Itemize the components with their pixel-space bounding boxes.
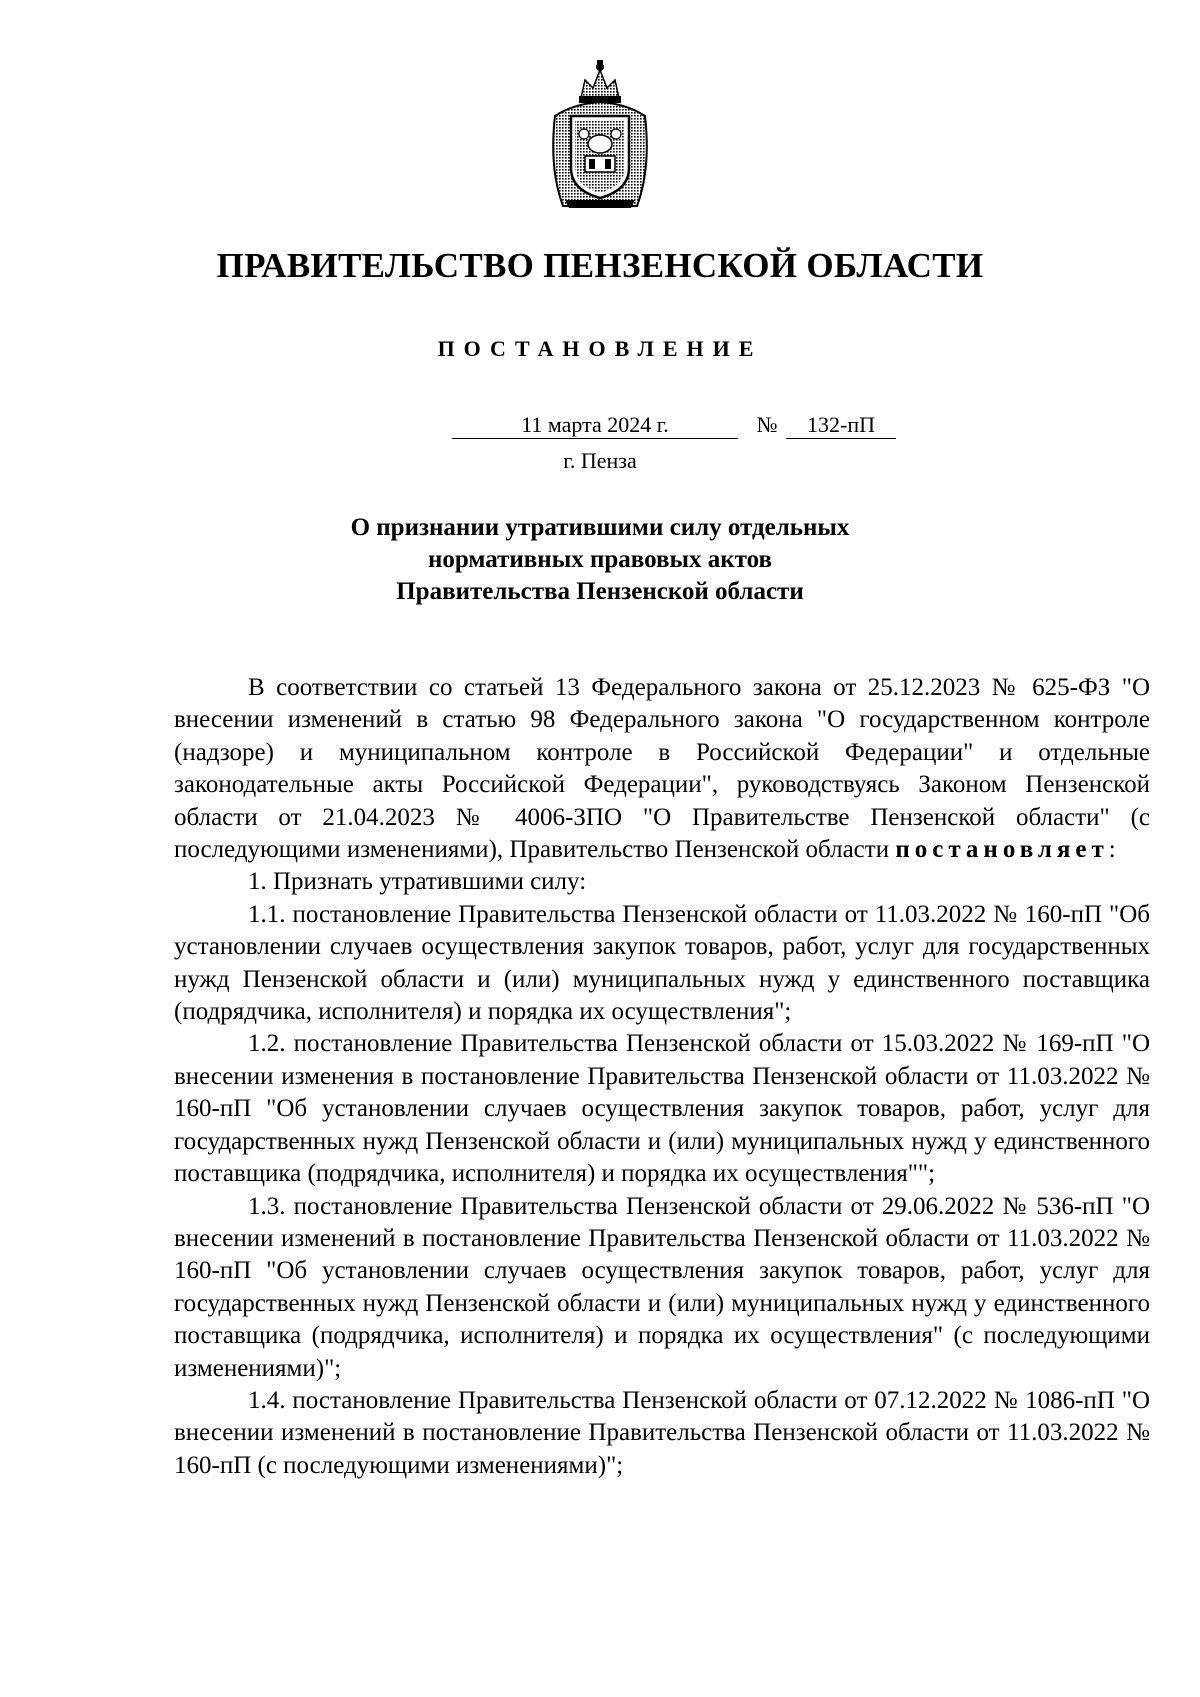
preamble-paragraph bbox=[174, 672, 1150, 866]
item-1-2: 1.2. постановление Правительства Пензенской области от 15.03.2022 № 169-пП "О внесении изменения в постановление Правительства Пензенской области от 11.03.2022 № 160-пП "Об установлении случаев осуществления закупок товаров, работ, услуг для государственных нужд Пензенской области и (или) муниципальных нужд у единственного поставщика (подрядчика, исполнителя) и порядка их осуществления""; bbox=[174, 1030, 1150, 1188]
document-number: 132-пП bbox=[786, 412, 896, 439]
subject-line: нормативных правовых актов bbox=[427, 546, 773, 573]
subject-line: О признании утратившими силу отдельных bbox=[350, 514, 850, 541]
government-title: ПРАВИТЕЛЬСТВО ПЕНЗЕНСКОЙ ОБЛАСТИ bbox=[216, 246, 984, 285]
coat-of-arms-icon bbox=[541, 58, 659, 210]
number-sign: № bbox=[756, 412, 778, 437]
document-body bbox=[174, 672, 1150, 1482]
document-subject bbox=[300, 512, 900, 608]
decree-suffix: : bbox=[1108, 836, 1116, 864]
item-1: 1. Признать утратившими силу: bbox=[248, 868, 587, 896]
decree-word: постановляет bbox=[895, 836, 1109, 864]
subject-line: Правительства Пензенской области bbox=[396, 578, 804, 605]
item-1-1: 1.1. постановление Правительства Пензенской области от 11.03.2022 № 160-пП "Об установлении случаев осуществления закупок товаров, работ, услуг для государственных нужд Пензенской области и (или) муниципальных нужд у единственного поставщика (подрядчика, исполнителя) и порядка их осуществления"; bbox=[174, 900, 1150, 1026]
document-date: 11 марта 2024 г. bbox=[452, 412, 738, 439]
document-city: г. Пенза bbox=[563, 448, 637, 473]
preamble-text: В соответствии со статьей 13 Федерального закона от 25.12.2023 № 625-ФЗ "О внесении изменений в статью 98 Федерального закона "О государственном контроле (надзоре) и муниципальном контроле в Российской Федерации" и отдельные законодательные акты Российской Федерации", руководствуясь Законом Пензенской области от 21.04.2023 № 4006-ЗПО "О Правительстве Пензенской области" (с последующими изменениями), Правительство Пензенской области bbox=[174, 674, 1150, 864]
item-1-3: 1.3. постановление Правительства Пензенской области от 29.06.2022 № 536-пП "О внесении изменений в постановление Правительства Пензенской области от 11.03.2022 № 160-пП "Об установлении случаев осуществления закупок товаров, работ, услуг для государственных нужд Пензенской области и (или) муниципальных нужд у единственного поставщика (подрядчика, исполнителя) и порядка их осуществления" (с последующими изменениями)"; bbox=[174, 1192, 1150, 1382]
item-1-4: 1.4. постановление Правительства Пензенской области от 07.12.2022 № 1086-пП "О внесении изменений в постановление Правительства Пензенской области от 11.03.2022 № 160-пП (с последующими изменениями)"; bbox=[174, 1386, 1150, 1479]
document-type: ПОСТАНОВЛЕНИЕ bbox=[437, 336, 763, 361]
